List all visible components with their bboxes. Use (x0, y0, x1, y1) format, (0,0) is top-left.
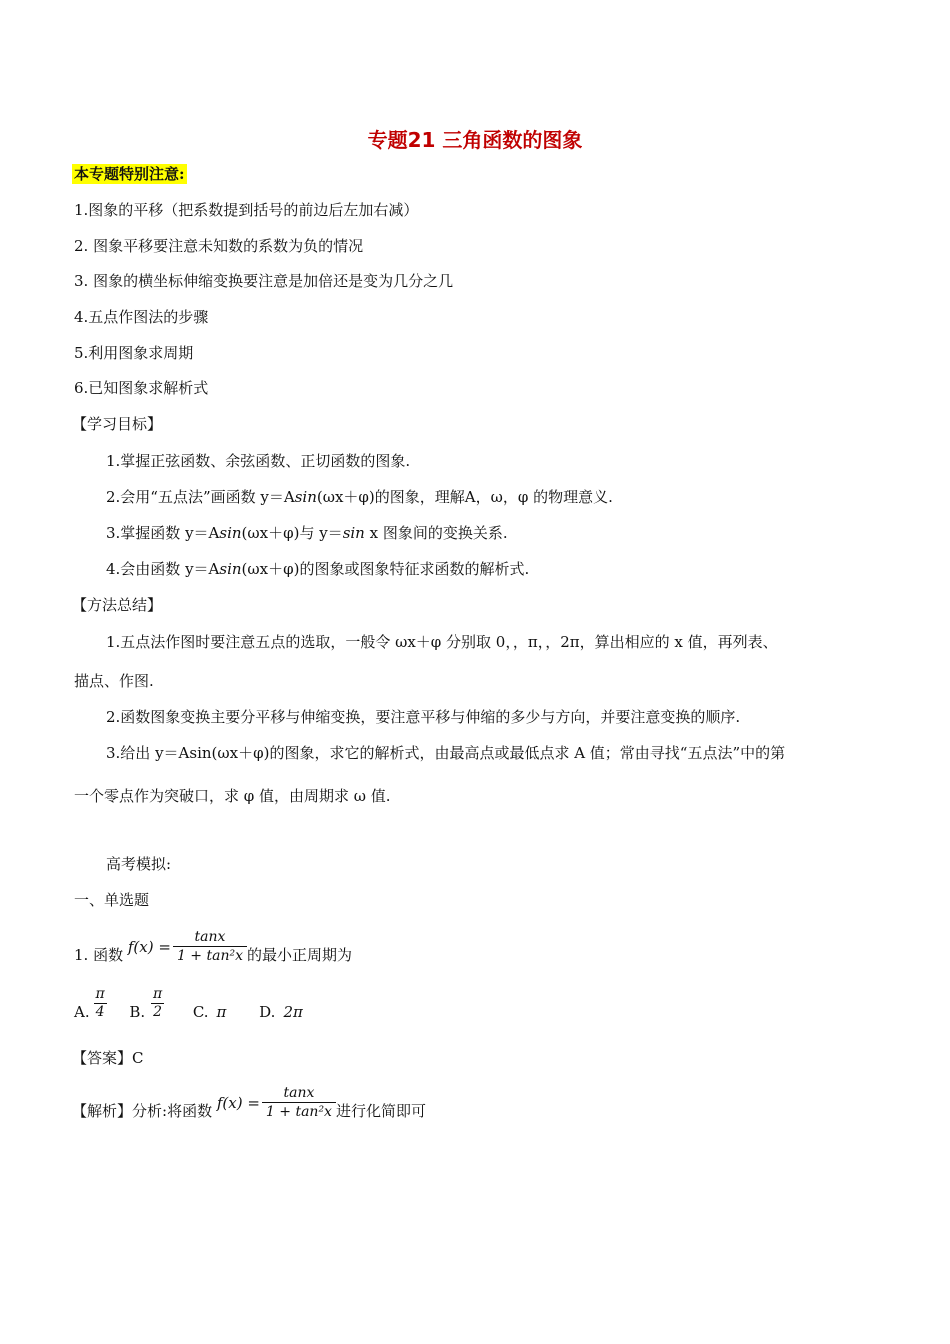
methods-heading: 【方法总结】 (72, 596, 163, 614)
question-1 (74, 922, 352, 965)
method-item: 一个零点作为突破口，求 φ 值，由周期求 ω 值. (74, 787, 391, 805)
goal-item (106, 486, 613, 508)
formula (128, 928, 247, 965)
option-b[interactable] (129, 986, 164, 1021)
option-fraction (151, 986, 164, 1021)
option-value: π (216, 1003, 227, 1021)
page-title: 专题21 三角函数的图象 (367, 128, 583, 152)
goal-text: 4.会由函数 y＝A (106, 560, 220, 578)
question-text: 的最小正周期为 (246, 946, 352, 964)
option-fraction (94, 986, 107, 1021)
goal-item: 1.掌握正弦函数、余弦函数、正切函数的图象. (106, 452, 411, 470)
option-label: D. (259, 1003, 276, 1021)
notice-item: 5.利用图象求周期 (74, 344, 194, 362)
option-a[interactable] (74, 986, 107, 1021)
goal-text: x 图象间的变换关系. (364, 524, 508, 542)
goal-text: sin (219, 524, 242, 542)
goal-text: 3.掌握函数 y＝A (106, 524, 220, 542)
goal-text: (ωx＋φ)的图象或图象特征求函数的解析式. (241, 560, 530, 578)
method-item: 3.给出 y＝Asin(ωx＋φ)的图象，求它的解析式，由最高点或最低点求 A 值；常由寻找“五点法”中的第 (106, 744, 786, 762)
notice-item: 4.五点作图法的步骤 (74, 308, 209, 326)
notice-item: 6.已知图象求解析式 (74, 379, 209, 397)
answer-label: 【答案】 (72, 1049, 133, 1067)
answer-value: C (132, 1049, 144, 1067)
fraction-denominator: 1 + tan²x (262, 1102, 336, 1121)
option-d[interactable] (259, 1003, 303, 1021)
goal-text: sin (219, 560, 242, 578)
method-item: 2.函数图象变换主要分平移与伸缩变换，要注意平移与伸缩的多少与方向，并要注意变换的顺序. (106, 708, 741, 726)
formula-fraction (173, 928, 247, 965)
answer-line (72, 1047, 144, 1069)
gaokao-label: 高考模拟: (106, 855, 172, 873)
fraction-numerator: π (95, 986, 105, 1002)
analysis-label: 【解析】 (72, 1102, 133, 1120)
analysis-line (72, 1078, 426, 1121)
option-label: C. (192, 1003, 209, 1021)
goal-text: sin (342, 524, 365, 542)
method-item: 1.五点法作图时要注意五点的选取，一般令 ωx＋φ 分别取 0，，π，，2π，算出相应的 x 值，再列表、 (106, 633, 778, 651)
option-label: B. (129, 1003, 146, 1021)
notice-item: 2. 图象平移要注意未知数的系数为负的情况 (74, 237, 364, 255)
fraction-denominator: 4 (95, 1004, 105, 1020)
fraction-numerator: tanx (194, 929, 226, 945)
goals-heading: 【学习目标】 (72, 415, 163, 433)
goal-item (106, 558, 529, 580)
formula-lhs: f(x) = (127, 937, 171, 956)
formula (217, 1084, 336, 1121)
goal-text: (ωx＋φ)与 y＝ (241, 524, 343, 542)
notice-label (72, 163, 187, 185)
goal-item (106, 522, 508, 544)
fraction-numerator: tanx (283, 1085, 315, 1101)
options-row (74, 986, 303, 1021)
goal-text: 2.会用“五点法”画函数 y＝A (106, 488, 295, 506)
option-c[interactable] (193, 1003, 227, 1021)
analysis-text: 进行化简即可 (335, 1102, 426, 1120)
question-text: 1. 函数 (74, 946, 124, 964)
notice-item: 3. 图象的横坐标伸缩变换要注意是加倍还是变为几分之几 (74, 272, 454, 290)
goal-text: sin (294, 488, 317, 506)
fraction-denominator: 2 (153, 1004, 163, 1020)
formula-fraction (262, 1084, 336, 1121)
method-item: 描点、作图. (74, 672, 154, 690)
option-value: 2π (283, 1003, 303, 1021)
fraction-numerator: π (152, 986, 163, 1002)
option-label: A. (74, 1003, 90, 1021)
notice-highlight: 本专题特别注意: (74, 165, 185, 183)
goal-text: (ωx＋φ)的图象，理解A，ω，φ 的物理意义. (316, 488, 613, 506)
section-label: 一、单选题 (74, 891, 150, 909)
analysis-text: 分析:将函数 (132, 1102, 213, 1120)
fraction-denominator: 1 + tan²x (173, 946, 247, 965)
formula-lhs: f(x) = (216, 1093, 260, 1112)
notice-item: 1.图象的平移（把系数提到括号的前边后左加右减） (74, 201, 419, 219)
